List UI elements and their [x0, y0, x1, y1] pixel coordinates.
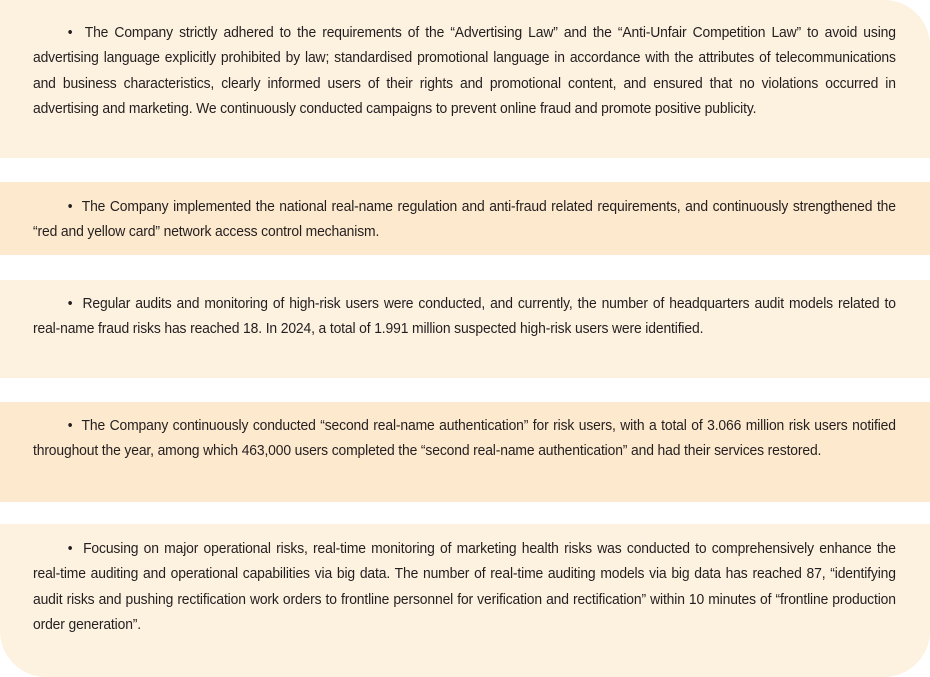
paragraph-real-name — [33, 194, 896, 245]
paragraph-text: Focusing on major operational risks, real-time monitoring of marketing health risks was conducted to comprehensively enhance the real-time auditing and operational capabilities via big data. The number of real-time auditing models via big data has reached 87, “identifying audit risks and pushing rectification work orders to frontline personnel for verification and rectification” within 10 minutes of “frontline production order generation”. — [33, 540, 896, 634]
bullet-icon: • — [67, 198, 73, 215]
paragraph-panel-second-authentication — [0, 402, 930, 502]
paragraph-advertising — [33, 20, 896, 122]
paragraph-panel-advertising — [0, 0, 930, 158]
paragraph-panel-operational-risks — [0, 524, 930, 677]
paragraph-second-authentication — [33, 413, 896, 464]
bullet-icon: • — [67, 295, 73, 312]
paragraph-panel-high-risk-audits — [0, 280, 930, 378]
paragraph-text: The Company continuously conducted “second real-name authentication” for risk users, with a total of 3.066 million risk users notified throughout the year, among which 463,000 users completed the “second real-name authentication” and had their services restored. — [33, 417, 896, 460]
bullet-icon: • — [67, 417, 73, 434]
paragraph-panel-real-name — [0, 182, 930, 255]
bullet-icon: • — [67, 540, 73, 557]
bullet-icon: • — [67, 24, 73, 41]
paragraph-text: The Company implemented the national real-name regulation and anti-fraud related requirements, and continuously strengthened the “red and yellow card” network access control mechanism. — [33, 198, 896, 241]
paragraph-text: Regular audits and monitoring of high-risk users were conducted, and currently, the number of headquarters audit models related to real-name fraud risks has reached 18. In 2024, a total of 1.991 million suspected high-risk users were identified. — [33, 295, 896, 338]
paragraph-operational-risks — [33, 536, 896, 638]
paragraph-text: The Company strictly adhered to the requirements of the “Advertising Law” and the “Anti-Unfair Competition Law” to avoid using advertising language explicitly prohibited by law; standardised promotional language in accordance with the attributes of telecommunications and business characteristics, clearly informed users of their rights and promotional content, and ensured that no violations occurred in advertising and marketing. We continuously conducted campaigns to prevent online fraud and promote positive publicity. — [33, 24, 896, 118]
paragraph-high-risk-audits — [33, 291, 896, 342]
